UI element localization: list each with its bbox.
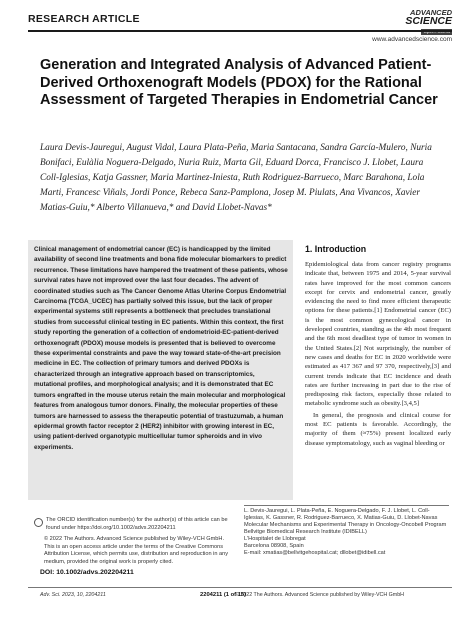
footer-divider [28,587,452,588]
affiliation-divider [244,505,449,506]
author-list: Laura Devis-Jauregui, August Vidal, Laura Plata-Peña, Maria Santacana, Sandra García-Mulero, Nuria Bonifaci, Eulàlia Noguera-Delgado, Nuria Ruiz, Marta Gil, Eduard Dorca, Francisco J. Llobet, Laura Coll-Iglesias, Katja Gassner, Maria Martinez-Iniesta, Ruth Rodriguez-Barrueco, Marc Barahona, Lola Marti, Francesc Viñals, Jordi Ponce, Rebeca Sanz-Pamplona, Josep M. Piulats, Ana Vivancos, Xavier Matias-Guiu,* Alberto Villanueva,* and David Llobet-Navas* [40,143,432,213]
abstract-text: Clinical management of endometrial cancer (EC) is handicapped by the limited availability of second line treatments and bona fide molecular biomarkers to predict recurrence. These limitations have hampered the treatment of these patients, whose survival rates have not improved over the last four decades. The advent of coordinated studies such as The Cancer Genome Atlas Uterine Corpus Endometrial Carcinoma (TCGA_UCEC) has partially solved this issue, but the lack of proper experimental systems still represents a bottleneck that precludes translational studies from successful clinical testing in EC patients. Within this context, the first study reporting the generation of a collection of endometrioid-EC-patient-derived orthoxenograft (PDOX) mouse models is presented that is believed to overcome these experimental constraints and pave the way toward state-of-the-art precision medicine in EC. The collection of primary tumors and derived PDOXs is characterized through an integrative approach based on transcriptomics, mutational profiles, and morphological analysis; and it is demonstrated that EC tumors engrafted in the mouse uterus retain the main molecular and morphological features from analogous tumor donors. Finally, the molecular properties of these tumors are harnessed to assess the therapeutic potential of trastuzumab, a human epidermal growth factor receptor 2 (HER2) inhibitor with growing interest in EC, using patient-derived organotypic multicellular tumor spheroids and in vivo experiments. [34,246,288,451]
license-text: © 2022 The Authors. Advanced Science published by Wiley-VCH GmbH. This is an open access article under the terms of the Creative Commons Attribution License, which permits use, distribution and reproduction in any medium, provided the original work is properly cited. [44,536,229,565]
intro-paragraph-2: In general, the prognosis and clinical course for most EC patients is favorable. Accordingly, the majority of them (≈75%) present localized early disease symptomatology, such as vaginal bleeding or [305,411,451,447]
footer-citation: Adv. Sci. 2023, 10, 2204211 [40,592,106,598]
orcid-note [34,517,234,532]
header-divider [28,30,452,32]
orcid-text[interactable]: The ORCID identification number(s) for the author(s) of this article can be found under https://doi.org/10.1002/advs.202204211 [46,517,228,531]
footer-copyright: © 2022 The Authors. Advanced Science published by Wiley-VCH GmbH [235,592,404,598]
footer-page-number: 2204211 (1 of 15) [200,592,247,598]
brand-line1: ADVANCED [410,8,452,17]
doi[interactable]: DOI: 10.1002/advs.202204211 [40,569,134,576]
article-type-label: RESEARCH ARTICLE [28,13,140,25]
journal-url[interactable]: www.advancedscience.com [372,36,452,43]
article-title: Generation and Integrated Analysis of Advanced Patient-Derived Orthoxenograft Models (PDOX) for the Rational Assessment of Targeted Therapies in Endometrial Cancer [40,57,438,108]
affiliation-address: Molecular Mechanisms and Experimental Therapy in Oncology-Oncobell Program Bellvitge Biomedical Research Institute (IDIBELL) L'Hospitalet de Llobregat Barcelona 08908, Spain [244,522,447,549]
section-heading-introduction: 1. Introduction [305,244,367,254]
intro-paragraph-1: Epidemiological data from cancer registry programs indicate that, between 1975 and 2014, 5-year survival rates have improved for the most common cancers except for cervix and endometrial cancer, greatly evidencing the need to find more efficient therapeutic options for these patients.[1] Endometrial cancer (EC) is the most common gynecological cancer in developed countries, standing as the 4th most frequent and the 6th most deadliest type of tumor in women in the United States.[2] Not surprisingly, the number of new cases and deaths for EC in 2020 worldwide were estimated as 417 367 and 97 370, respectively,[3] and current trends indicate that EC incidence and death rates are further increasing in part due to the rise of predisposing risk factors, especially those related to metabolic syndrome such as obesity.[3,4,5] [305,261,451,408]
corresponding-email[interactable]: E-mail: xmatias@bellvitgehospital.cat; dllobet@idibell.cat [244,550,386,556]
brand-line2: SCIENCE [405,15,452,27]
orcid-icon [34,518,43,527]
affiliation-block [244,508,449,557]
license-note [34,536,234,566]
affiliation-names: L. Devis-Jauregui, L. Plata-Peña, E. Noguera-Delgado, F. J. Llobet, L. Coll-Iglesias, K. Gassner, R. Rodriguez-Barrueco, X. Matias-Guiu, D. Llobet-Navas [244,508,438,521]
article-notes [34,517,234,567]
introduction-body [305,260,451,450]
